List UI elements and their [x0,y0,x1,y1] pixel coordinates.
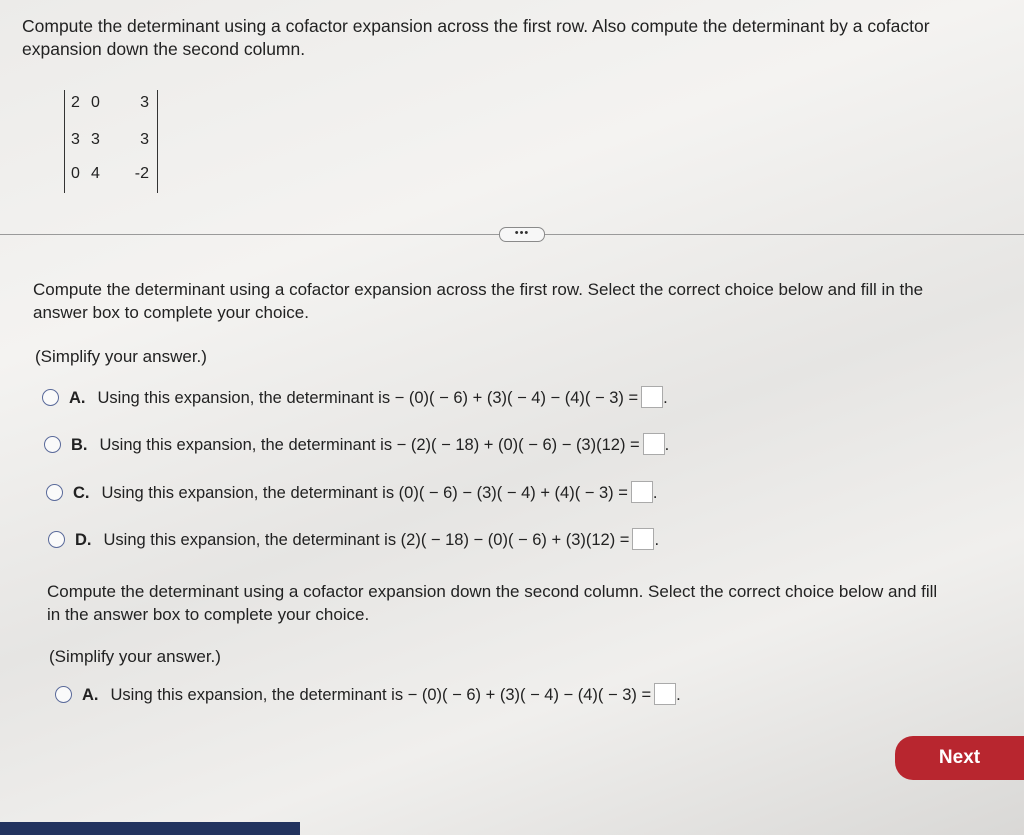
part2-prompt-line-2: in the answer box to complete your choice. [47,605,370,624]
part2-prompt-line-1: Compute the determinant using a cofactor expansion down the second column. Select the correct choice below and fill [47,582,938,601]
part1-simplify-note: (Simplify your answer.) [35,347,207,366]
radio-button[interactable] [44,436,61,453]
part1-prompt-line-2: answer box to complete your choice. [33,303,309,322]
radio-button[interactable] [55,686,72,703]
choice-text: Using this expansion, the determinant is − (2)( − 18) + (0)( − 6) − (3)(12) = [99,436,640,454]
answer-box[interactable] [632,528,654,550]
matrix [64,90,158,193]
part1-choice-b[interactable]: B. Using this expansion, the determinant is − (2)( − 18) + (0)( − 6) − (3)(12) = . [44,433,669,455]
matrix-cell: 2 [71,94,80,111]
intro-line-1: Compute the determinant using a cofactor expansion across the first row. Also compute the determinant by a cofactor [22,16,930,36]
choice-letter: D. [75,531,92,549]
choice-text: Using this expansion, the determinant is (0)( − 6) − (3)( − 4) + (4)( − 3) = [101,484,628,502]
question-intro [22,15,1024,61]
part1-choice-d[interactable]: D. Using this expansion, the determinant is (2)( − 18) − (0)( − 6) + (3)(12) = . [48,528,659,550]
choice-letter: A. [69,389,86,407]
radio-button[interactable] [42,389,59,406]
part2-prompt [47,580,1022,626]
choice-text: Using this expansion, the determinant is − (0)( − 6) + (3)( − 4) − (4)( − 3) = [97,389,639,407]
matrix-cell: 3 [140,131,149,148]
part1-prompt-line-1: Compute the determinant using a cofactor expansion across the first row. Select the correct choice below and fill in the [33,280,924,299]
choice-letter: B. [71,436,88,454]
intro-line-2: expansion down the second column. [22,39,306,59]
radio-button[interactable] [48,531,65,548]
matrix-cell: 0 [71,165,80,182]
choice-text: Using this expansion, the determinant is (2)( − 18) − (0)( − 6) + (3)(12) = [103,531,630,549]
matrix-cell: 3 [91,131,100,148]
choice-letter: A. [82,686,99,704]
matrix-cell: -2 [134,165,149,182]
part1-choice-c[interactable]: C. Using this expansion, the determinant is (0)( − 6) − (3)( − 4) + (4)( − 3) = . [46,481,658,503]
matrix-row [65,94,157,120]
answer-box[interactable] [631,481,653,503]
part1-choice-a[interactable]: A. Using this expansion, the determinant is − (0)( − 6) + (3)( − 4) − (4)( − 3) = . [42,386,668,408]
choice-text: Using this expansion, the determinant is − (0)( − 6) + (3)( − 4) − (4)( − 3) = [110,686,652,704]
part2-choice-a[interactable]: A. Using this expansion, the determinant is − (0)( − 6) + (3)( − 4) − (4)( − 3) = . [55,683,681,705]
matrix-row [65,165,157,191]
part1-prompt [33,278,1023,324]
next-button[interactable]: Next [895,736,1024,780]
taskbar-strip [0,822,300,835]
matrix-cell: 3 [71,131,80,148]
matrix-cell: 4 [91,165,100,182]
answer-box[interactable] [641,386,663,408]
matrix-cell: 0 [91,94,100,111]
part2-simplify-note: (Simplify your answer.) [49,647,221,666]
answer-box[interactable] [654,683,676,705]
radio-button[interactable] [46,484,63,501]
matrix-cell: 3 [140,94,149,111]
matrix-row [65,131,157,157]
answer-box[interactable] [643,433,665,455]
more-button[interactable]: ••• [499,227,545,242]
choice-letter: C. [73,484,90,502]
